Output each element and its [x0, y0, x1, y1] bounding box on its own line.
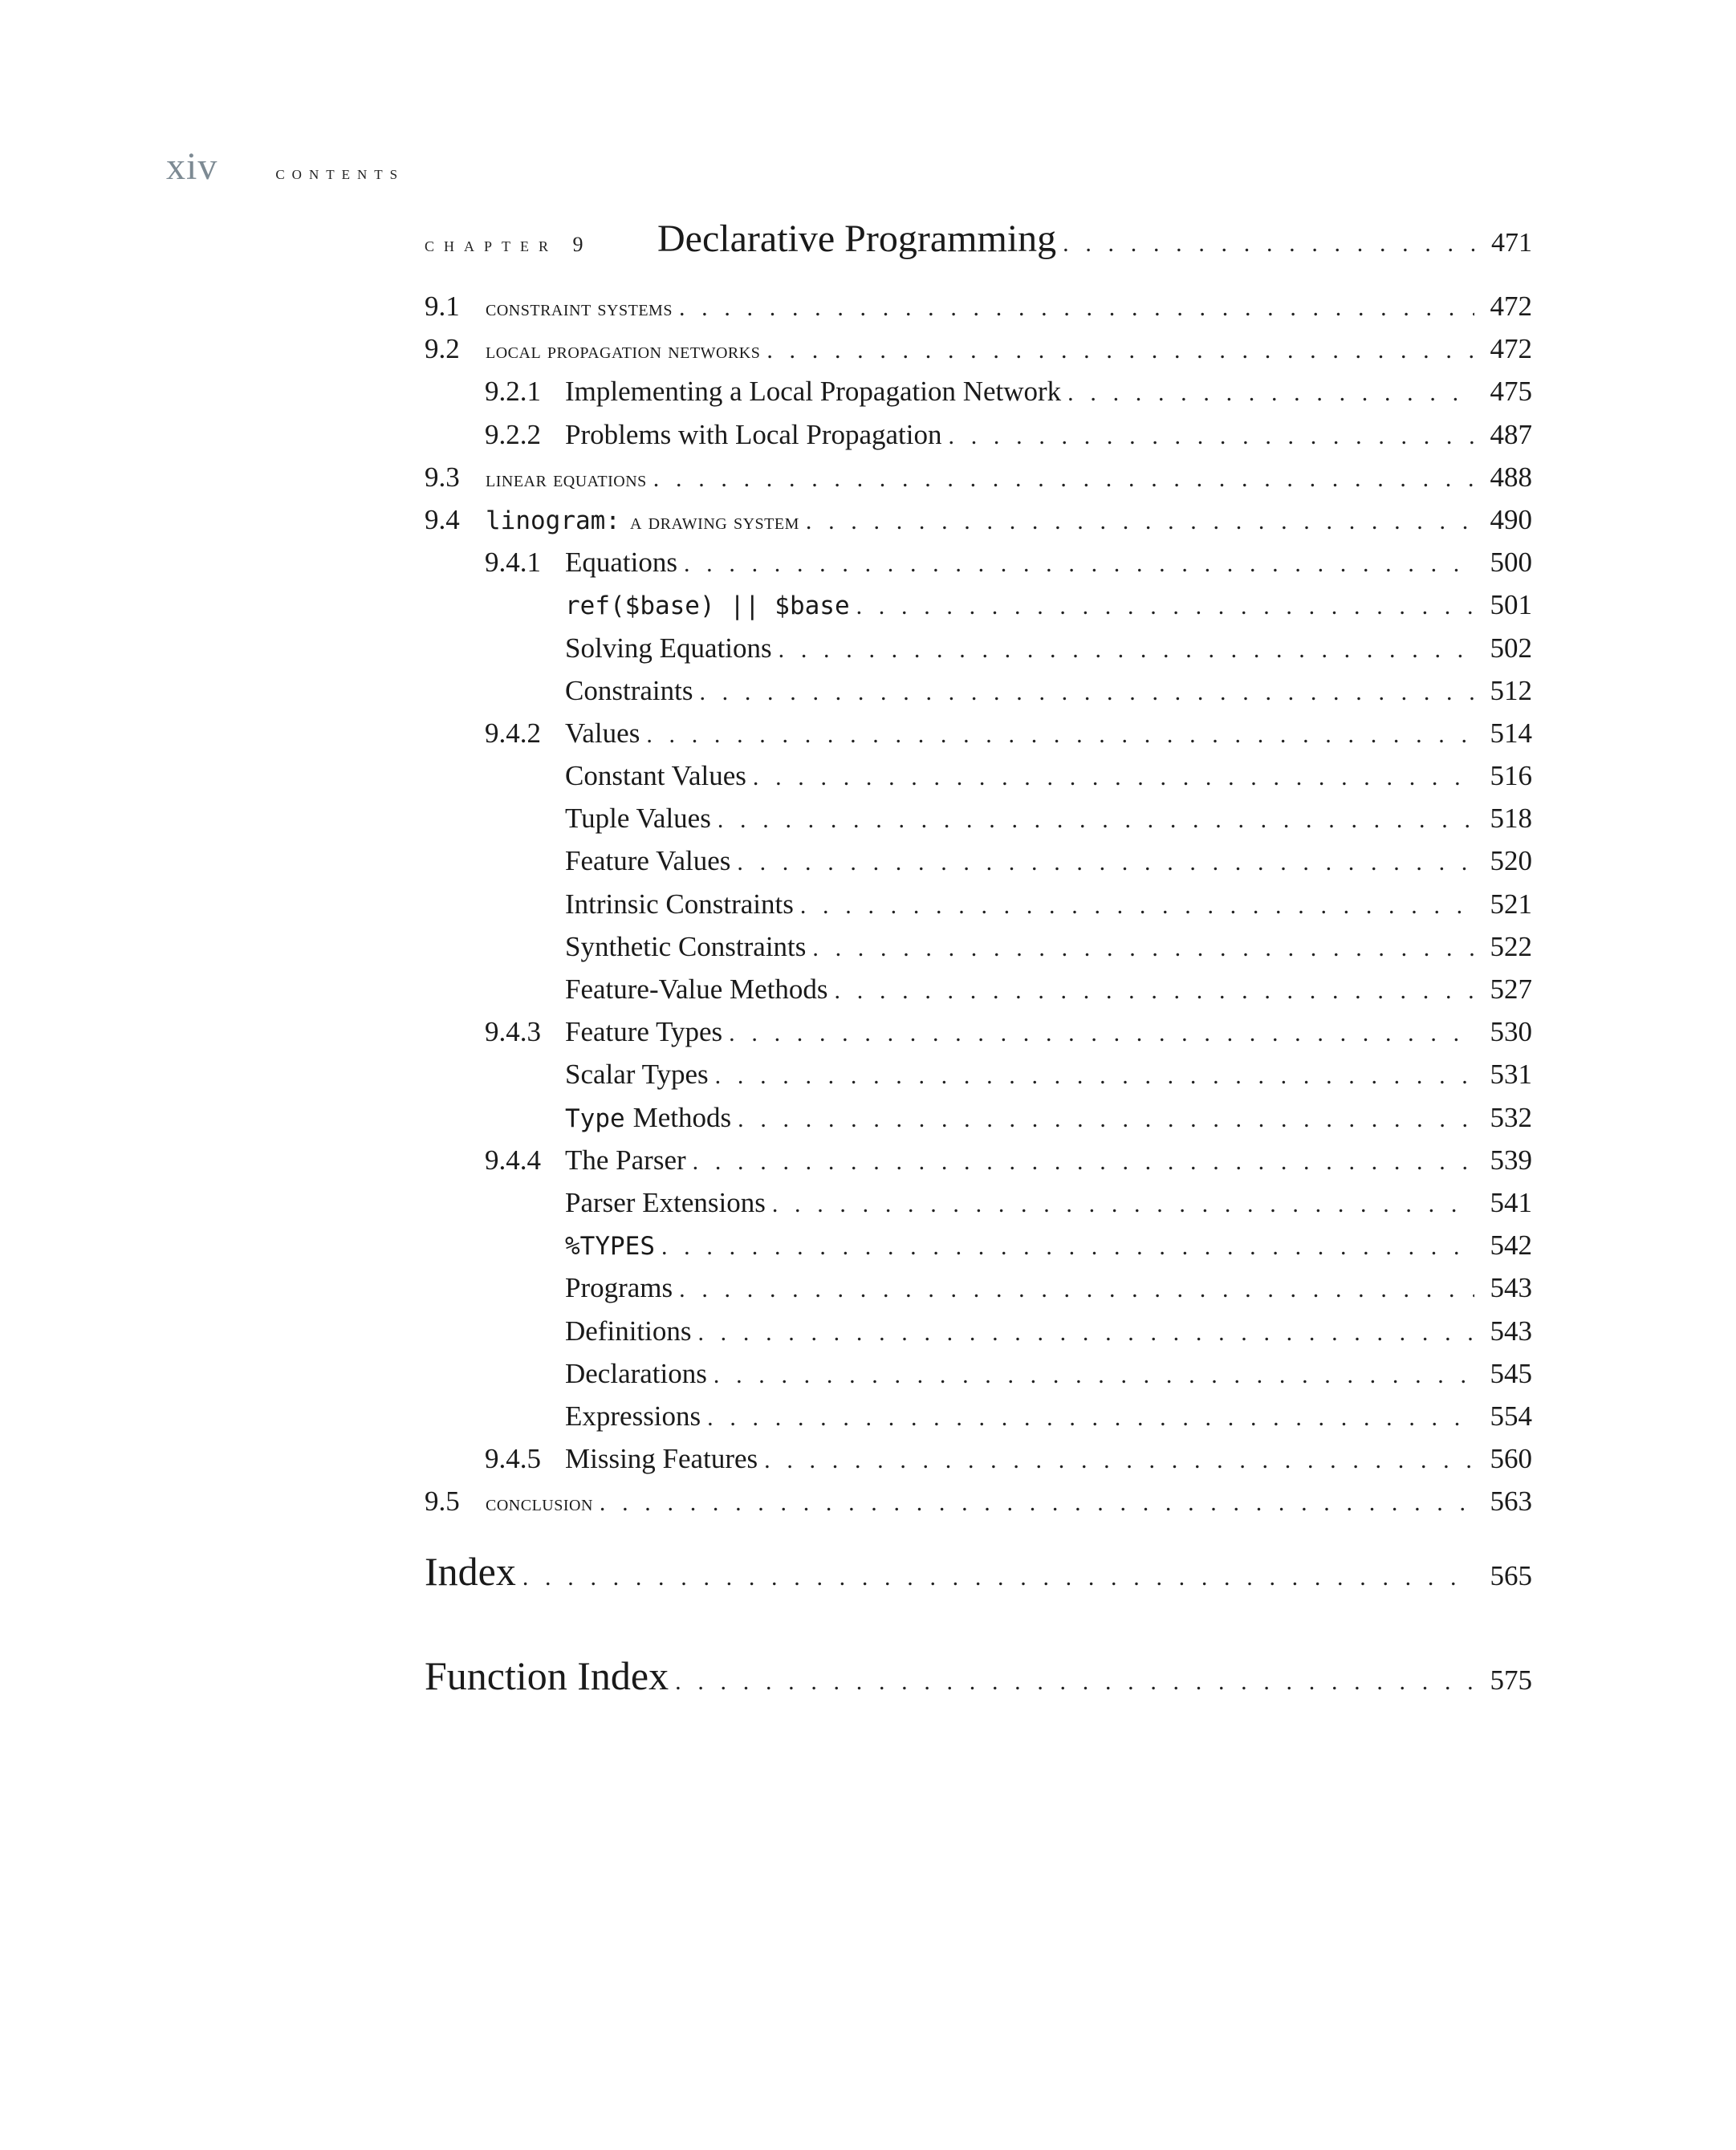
dot-leader: [753, 764, 1474, 791]
dot-leader: [684, 551, 1474, 578]
subsection-page: 475: [1490, 376, 1532, 408]
section-page: 488: [1490, 461, 1532, 493]
subsection-title: Problems with Local Propagation: [565, 418, 942, 450]
dot-leader: [772, 1191, 1474, 1218]
toc-topic[interactable]: [425, 760, 1532, 803]
toc-topic[interactable]: [425, 1102, 1532, 1144]
topic-title: Constant Values: [565, 760, 746, 792]
subsection-title: Missing Features: [565, 1443, 758, 1475]
subsection-number: 9.4.4: [485, 1144, 541, 1176]
topic-page: 501: [1490, 589, 1532, 621]
topic-title: Feature-Value Methods: [565, 973, 828, 1005]
topic-title: Tuple Values: [565, 803, 711, 835]
toc-topic[interactable]: [425, 888, 1532, 931]
dot-leader: [949, 423, 1474, 450]
topic-title: Methods: [632, 1101, 732, 1133]
toc-section-9-4[interactable]: [425, 504, 1532, 547]
table-of-contents: [425, 217, 1532, 1717]
dot-leader: [738, 1106, 1474, 1133]
chapter-page: 471: [1491, 228, 1532, 258]
section-title: linear equations: [486, 465, 647, 492]
toc-section-9-1[interactable]: [425, 291, 1532, 333]
subsection-title: Values: [565, 717, 640, 749]
toc-topic[interactable]: [425, 1315, 1532, 1358]
topic-title-code: Type: [565, 1103, 625, 1133]
toc-topic[interactable]: [425, 1059, 1532, 1101]
topic-page: 543: [1490, 1272, 1532, 1304]
toc-section-9-3[interactable]: [425, 461, 1532, 504]
toc-subsection-9-4-5[interactable]: [425, 1443, 1532, 1485]
topic-title: Programs: [565, 1272, 673, 1304]
function-index-title: Function Index: [425, 1653, 669, 1699]
topic-title: Intrinsic Constraints: [565, 888, 794, 920]
dot-leader: [1063, 230, 1474, 258]
toc-function-index[interactable]: [425, 1652, 1532, 1717]
toc-topic[interactable]: [425, 931, 1532, 973]
topic-page: 554: [1490, 1400, 1532, 1432]
section-page: 563: [1490, 1485, 1532, 1518]
subsection-title: Implementing a Local Propagation Network: [565, 376, 1062, 408]
subsection-number: 9.4.1: [485, 547, 541, 579]
toc-section-9-2[interactable]: [425, 333, 1532, 376]
toc-topic[interactable]: [425, 803, 1532, 845]
toc-section-9-5[interactable]: [425, 1485, 1532, 1528]
dot-leader: [679, 1276, 1474, 1303]
dot-leader: [856, 593, 1474, 620]
subsection-page: 560: [1490, 1443, 1532, 1475]
index-title: Index: [425, 1549, 516, 1595]
toc-topic[interactable]: [425, 1272, 1532, 1315]
toc-topic[interactable]: [425, 1400, 1532, 1443]
topic-title: Synthetic Constraints: [565, 930, 807, 962]
subsection-page: 500: [1490, 547, 1532, 579]
topic-title-code: %TYPES: [565, 1232, 655, 1262]
dot-leader: [806, 508, 1474, 535]
dot-leader: [675, 1668, 1474, 1696]
toc-topic[interactable]: [425, 589, 1532, 632]
dot-leader: [699, 679, 1474, 706]
toc-subsection-9-4-4[interactable]: [425, 1144, 1532, 1187]
toc-subsection-9-2-1[interactable]: [425, 376, 1532, 418]
toc-subsection-9-4-2[interactable]: [425, 717, 1532, 760]
subsection-page: 530: [1490, 1016, 1532, 1048]
subsection-number: 9.4.3: [485, 1016, 541, 1048]
function-index-page: 575: [1490, 1664, 1532, 1697]
topic-page: 520: [1490, 845, 1532, 877]
subsection-number: 9.2.1: [485, 376, 541, 408]
topic-title-code: ref($base) || $base: [565, 591, 850, 621]
toc-topic[interactable]: [425, 632, 1532, 675]
running-head-title: contents: [275, 163, 405, 184]
toc-topic[interactable]: [425, 1229, 1532, 1272]
toc-topic[interactable]: [425, 973, 1532, 1016]
toc-subsection-9-4-3[interactable]: [425, 1016, 1532, 1059]
running-head: [166, 144, 405, 193]
topic-page: 543: [1490, 1315, 1532, 1347]
toc-topic[interactable]: [425, 675, 1532, 717]
toc-topic[interactable]: [425, 1187, 1532, 1229]
section-number: 9.3: [425, 461, 460, 493]
index-page: 565: [1490, 1560, 1532, 1592]
dot-leader: [779, 636, 1474, 664]
topic-title: Feature Values: [565, 845, 731, 877]
topic-page: 531: [1490, 1059, 1532, 1091]
subsection-number: 9.4.2: [485, 717, 541, 749]
chapter-heading[interactable]: [425, 217, 1532, 281]
topic-page: 502: [1490, 632, 1532, 664]
toc-topic[interactable]: [425, 845, 1532, 888]
toc-index[interactable]: [425, 1548, 1532, 1612]
dot-leader: [1067, 380, 1474, 407]
topic-title: Declarations: [565, 1357, 707, 1389]
topic-title: Definitions: [565, 1315, 692, 1347]
topic-page: 542: [1490, 1229, 1532, 1262]
section-number: 9.4: [425, 503, 460, 535]
topic-title: Solving Equations: [565, 632, 772, 664]
section-number: 9.2: [425, 333, 460, 365]
toc-subsection-9-4-1[interactable]: [425, 547, 1532, 589]
section-title-code: linogram:: [486, 506, 620, 535]
topic-title: Expressions: [565, 1400, 701, 1432]
dot-leader: [600, 1490, 1474, 1517]
section-title: local propagation networks: [486, 338, 761, 364]
subsection-page: 539: [1490, 1144, 1532, 1176]
page-number: xiv: [166, 145, 218, 188]
section-page: 472: [1490, 333, 1532, 365]
subsection-title: Equations: [565, 547, 677, 579]
subsection-title: Feature Types: [565, 1016, 723, 1048]
topic-page: 527: [1490, 973, 1532, 1005]
subsection-number: 9.4.5: [485, 1443, 541, 1475]
topic-page: 532: [1490, 1101, 1532, 1133]
topic-page: 541: [1490, 1186, 1532, 1218]
dot-leader: [522, 1564, 1474, 1591]
dot-leader: [835, 977, 1474, 1005]
dot-leader: [707, 1404, 1474, 1432]
section-number: 9.1: [425, 291, 460, 322]
chapter-label: chapter 9: [425, 233, 593, 256]
section-title: conclusion: [486, 1490, 593, 1517]
dot-leader: [764, 1447, 1474, 1474]
section-page: 472: [1490, 291, 1532, 322]
dot-leader: [812, 935, 1474, 962]
topic-page: 521: [1490, 888, 1532, 920]
topic-title: Constraints: [565, 674, 693, 706]
dot-leader: [661, 1234, 1474, 1261]
dot-leader: [766, 337, 1474, 364]
dot-leader: [714, 1362, 1474, 1389]
topic-title: Parser Extensions: [565, 1186, 766, 1218]
section-title: a drawing system: [629, 508, 799, 534]
topic-page: 518: [1490, 803, 1532, 835]
toc-topic[interactable]: [425, 1358, 1532, 1400]
topic-page: 516: [1490, 760, 1532, 792]
dot-leader: [800, 892, 1474, 920]
chapter-title: Declarative Programming: [657, 217, 1057, 260]
toc-subsection-9-2-2[interactable]: [425, 419, 1532, 461]
dot-leader: [715, 1063, 1474, 1090]
section-page: 490: [1490, 503, 1532, 535]
section-number: 9.5: [425, 1485, 460, 1518]
topic-page: 522: [1490, 930, 1532, 962]
topic-page: 545: [1490, 1357, 1532, 1389]
section-title: constraint systems: [486, 295, 673, 321]
dot-leader: [653, 465, 1474, 493]
dot-leader: [737, 849, 1474, 876]
topic-title: Scalar Types: [565, 1059, 709, 1091]
dot-leader: [679, 295, 1474, 322]
subsection-page: 514: [1490, 717, 1532, 749]
dot-leader: [693, 1148, 1474, 1176]
subsection-title: The Parser: [565, 1144, 686, 1176]
dot-leader: [729, 1020, 1474, 1047]
dot-leader: [697, 1319, 1474, 1347]
subsection-page: 487: [1490, 418, 1532, 450]
dot-leader: [718, 807, 1474, 834]
subsection-number: 9.2.2: [485, 418, 541, 450]
dot-leader: [646, 721, 1474, 749]
topic-page: 512: [1490, 674, 1532, 706]
